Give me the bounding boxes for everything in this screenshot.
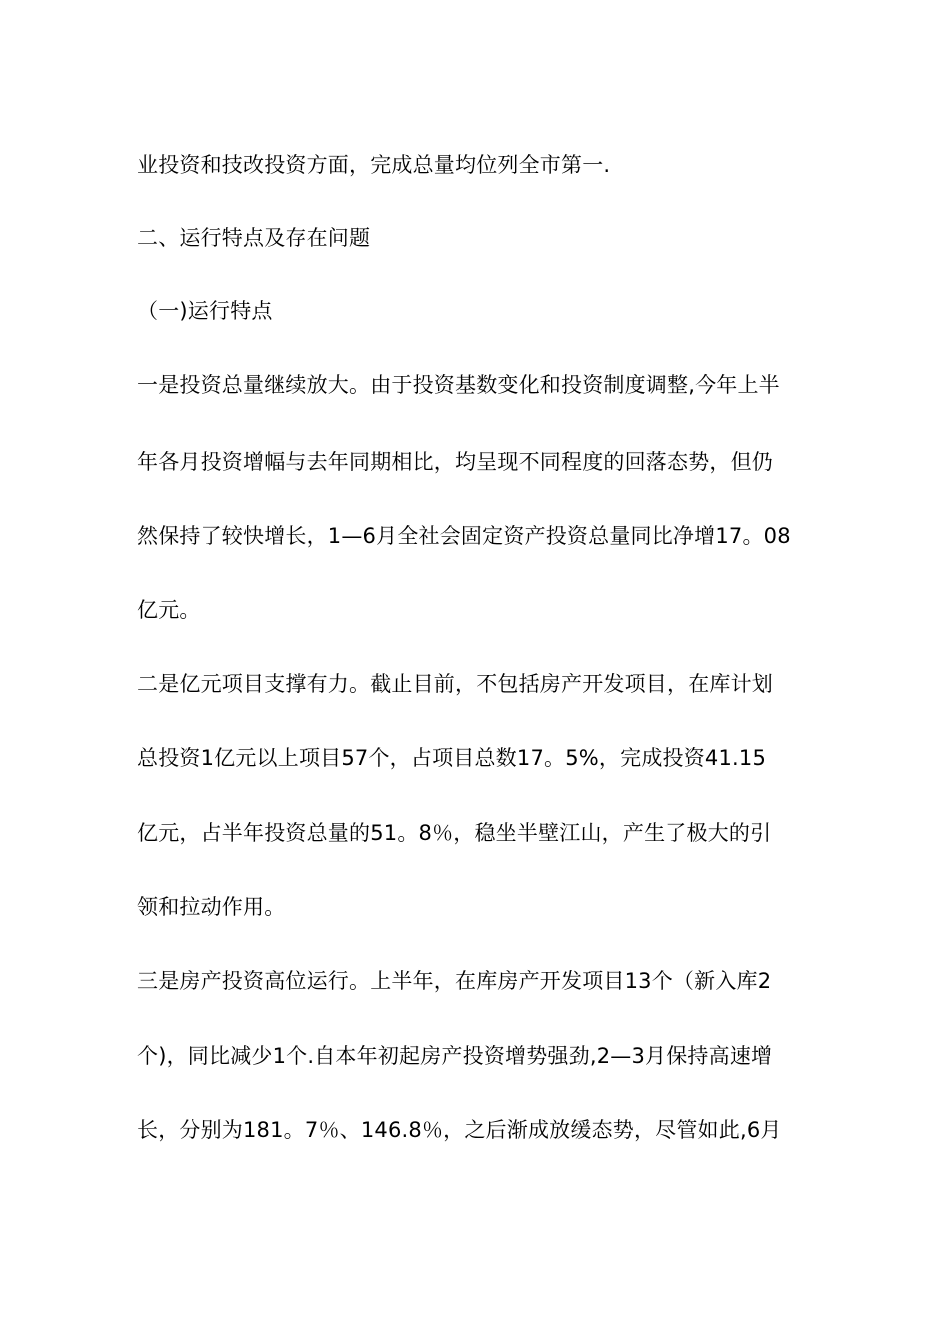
text-line: 长，分别为181。7％、146.8％，之后渐成放缓态势，尽管如此,6月 — [137, 1118, 782, 1142]
text-line: 领和拉动作用。 — [137, 895, 286, 919]
text-line: 总投资1亿元以上项目57个，占项目总数17。5%，完成投资41.15 — [137, 746, 767, 770]
text-line: 年各月投资增幅与去年同期相比，均呈现不同程度的回落态势，但仍 — [137, 450, 773, 474]
text-line: 个)，同比减少1个.自本年初起房产投资增势强劲,2—3月保持高速增 — [137, 1044, 773, 1068]
subsection-heading: （一)运行特点 — [137, 299, 273, 323]
text-line: 然保持了较快增长，1—6月全社会固定资产投资总量同比净增17。08 — [137, 524, 791, 548]
text-line: 二是亿元项目支撑有力。截止目前，不包括房产开发项目，在库计划 — [137, 672, 773, 696]
section-heading: 二、运行特点及存在问题 — [137, 226, 371, 250]
text-line: 三是房产投资高位运行。上半年，在库房产开发项目13个（新入库2 — [137, 969, 772, 993]
text-line: 亿元。 — [137, 598, 201, 622]
text-line: 亿元，占半年投资总量的51。8％，稳坐半壁江山，产生了极大的引 — [137, 821, 772, 845]
text-line: 业投资和技改投资方面，完成总量均位列全市第一. — [137, 153, 611, 177]
text-line: 一是投资总量继续放大。由于投资基数变化和投资制度调整,今年上半 — [137, 373, 780, 397]
